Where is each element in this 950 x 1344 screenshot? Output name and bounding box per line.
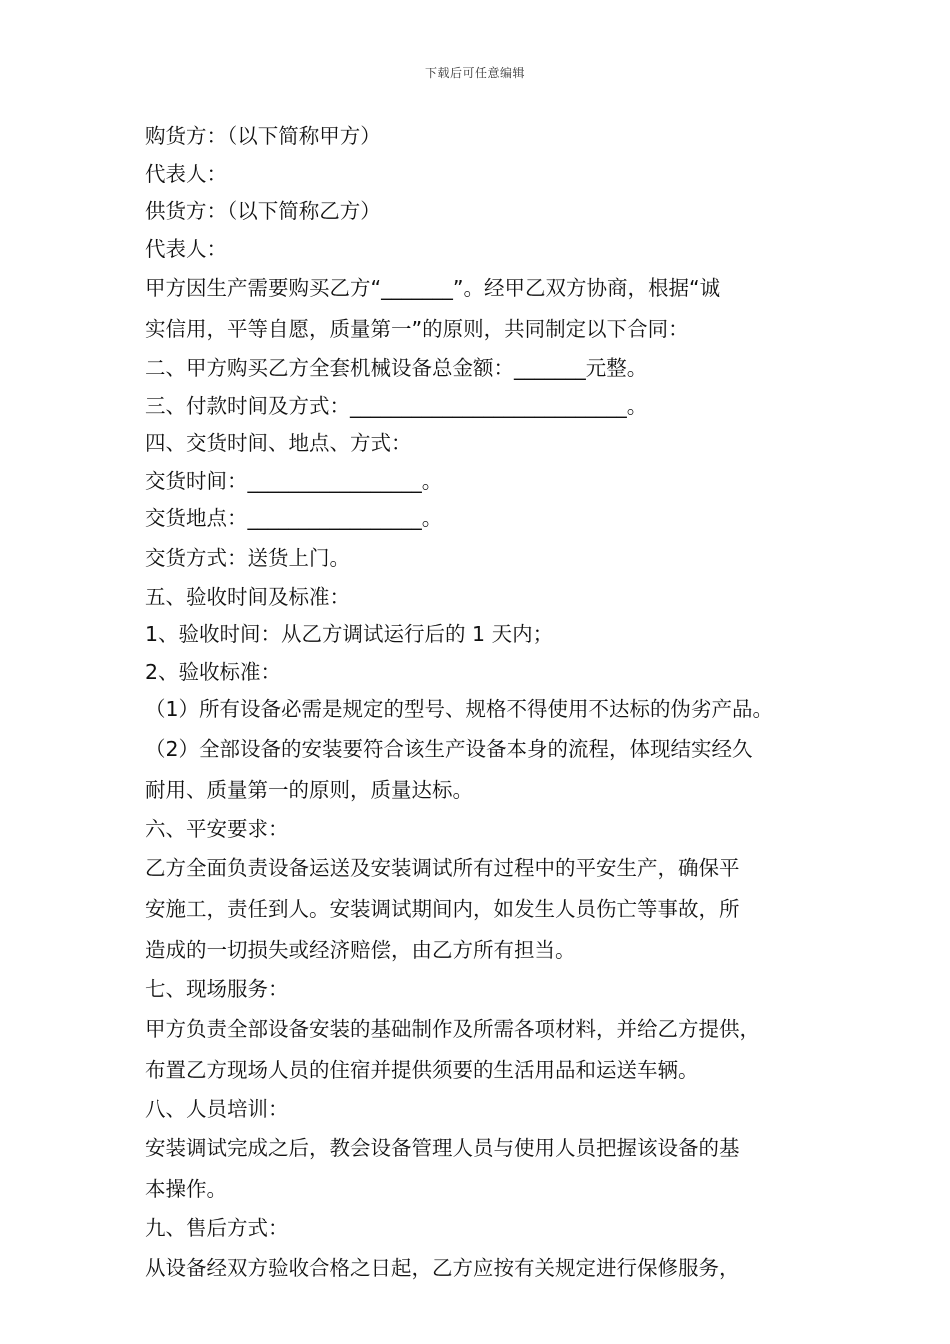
text-line: 三、付款时间及方式：___________________________。	[145, 393, 648, 418]
text-line: 甲方因生产需要购买乙方“_______”。经甲乙双方协商，根据“诚	[145, 276, 721, 300]
text-line: 代表人：	[145, 236, 227, 261]
contract-body	[145, 118, 825, 1289]
text-line: （2）全部设备的安装要符合该生产设备本身的流程，体现结实经久	[145, 736, 753, 761]
text-line: 供货方：（以下简称乙方）	[145, 199, 381, 223]
text-line: 六、平安要求：	[145, 816, 289, 841]
text-line: 耐用、质量第一的原则，质量达标。	[145, 777, 473, 802]
text-line: 1、验收时间：从乙方调试运行后的 1 天内；	[145, 622, 554, 646]
text-line: 八、人员培训：	[145, 1096, 289, 1121]
text-line: 本操作。	[145, 1177, 227, 1201]
text-line: 造成的一切损失或经济赔偿，由乙方所有担当。	[145, 938, 576, 962]
text-line: 2、验收标准：	[145, 659, 282, 684]
text-line: 安施工，责任到人。安装调试期间内，如发生人员伤亡等事故，所	[145, 897, 740, 921]
text-line: 九、售后方式：	[145, 1216, 289, 1240]
text-line: 安装调试完成之后，教会设备管理人员与使用人员把握该设备的基	[145, 1136, 740, 1160]
text-line: 七、现场服务：	[145, 977, 289, 1001]
text-line: 布置乙方现场人员的住宿并提供须要的生活用品和运送车辆。	[145, 1057, 699, 1082]
text-line: 五、验收时间及标准：	[145, 584, 350, 609]
text-line: 交货方式：送货上门。	[145, 545, 350, 570]
page-header: 下载后可任意编辑	[424, 66, 525, 80]
text-line: 乙方全面负责设备运送及安装调试所有过程中的平安生产，确保平	[145, 856, 740, 880]
text-line: 购货方：（以下简称甲方）	[145, 124, 381, 148]
text-line: 二、甲方购买乙方全套机械设备总金额：_______元整。	[145, 356, 648, 380]
text-line: 代表人：	[145, 161, 227, 186]
text-line: 从设备经双方验收合格之日起，乙方应按有关规定进行保修服务，	[145, 1255, 740, 1280]
text-line: 实信用，平等自愿，质量第一”的原则，共同制定以下合同：	[145, 317, 689, 341]
text-line: 四、交货时间、地点、方式：	[145, 431, 412, 455]
text-line: 甲方负责全部设备安装的基础制作及所需各项材料，并给乙方提供，	[145, 1016, 760, 1041]
text-line: 交货地点：_________________。	[145, 506, 443, 530]
text-line: （1）所有设备必需是规定的型号、规格不得使用不达标的伪劣产品。	[145, 697, 774, 721]
text-line: 交货时间：_________________。	[145, 468, 443, 493]
